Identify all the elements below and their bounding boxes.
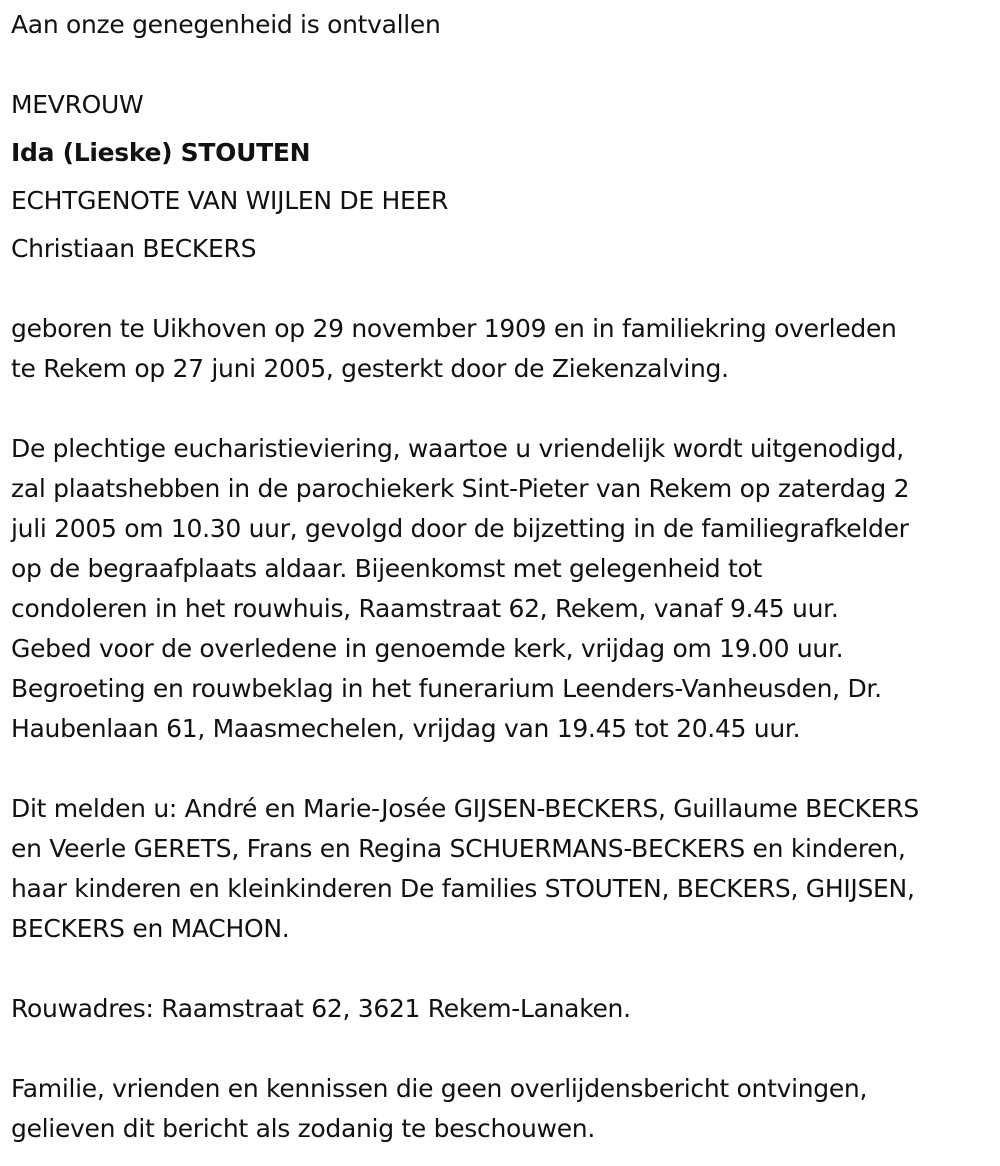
spouse-name: Christiaan BECKERS (11, 234, 257, 263)
title-prefix: MEVROUW (11, 90, 144, 119)
mourning-address: Rouwadres: Raamstraat 62, 3621 Rekem-Lanaken. (11, 994, 631, 1023)
deceased-name: Ida (Lieske) STOUTEN (11, 138, 311, 167)
paragraph-line: juli 2005 om 10.30 uur, gevolgd door de bijzetting in de familiegrafkelder (11, 514, 909, 543)
paragraph-line: Gebed voor de overledene in genoemde kerk, vrijdag om 19.00 uur. (11, 634, 844, 663)
paragraph-line: Haubenlaan 61, Maasmechelen, vrijdag van 19.45 tot 20.45 uur. (11, 714, 801, 743)
paragraph-line: zal plaatshebben in de parochiekerk Sint-Pieter van Rekem op zaterdag 2 (11, 474, 910, 503)
paragraph-line: op de begraafplaats aldaar. Bijeenkomst met gelegenheid tot (11, 554, 763, 583)
intro-line: Aan onze genegenheid is ontvallen (11, 10, 441, 39)
paragraph-line: te Rekem op 27 juni 2005, gesterkt door de Ziekenzalving. (11, 354, 729, 383)
paragraph-line: gelieven dit bericht als zodanig te beschouwen. (11, 1114, 595, 1143)
paragraph-line: Begroeting en rouwbeklag in het funerarium Leenders-Vanheusden, Dr. (11, 674, 882, 703)
paragraph-line: De plechtige eucharistieviering, waartoe u vriendelijk wordt uitgenodigd, (11, 434, 904, 463)
paragraph-line: en Veerle GERETS, Frans en Regina SCHUERMANS-BECKERS en kinderen, (11, 834, 906, 863)
paragraph-line: condoleren in het rouwhuis, Raamstraat 62, Rekem, vanaf 9.45 uur. (11, 594, 839, 623)
paragraph-line: Dit melden u: André en Marie-Josée GIJSEN-BECKERS, Guillaume BECKERS (11, 794, 919, 823)
paragraph-line: geboren te Uikhoven op 29 november 1909 en in familiekring overleden (11, 314, 897, 343)
spouse-label: ECHTGENOTE VAN WIJLEN DE HEER (11, 186, 449, 215)
paragraph-line: haar kinderen en kleinkinderen De families STOUTEN, BECKERS, GHIJSEN, (11, 874, 915, 903)
paragraph-line: Familie, vrienden en kennissen die geen overlijdensbericht ontvingen, (11, 1074, 868, 1103)
paragraph-line: BECKERS en MACHON. (11, 914, 290, 943)
